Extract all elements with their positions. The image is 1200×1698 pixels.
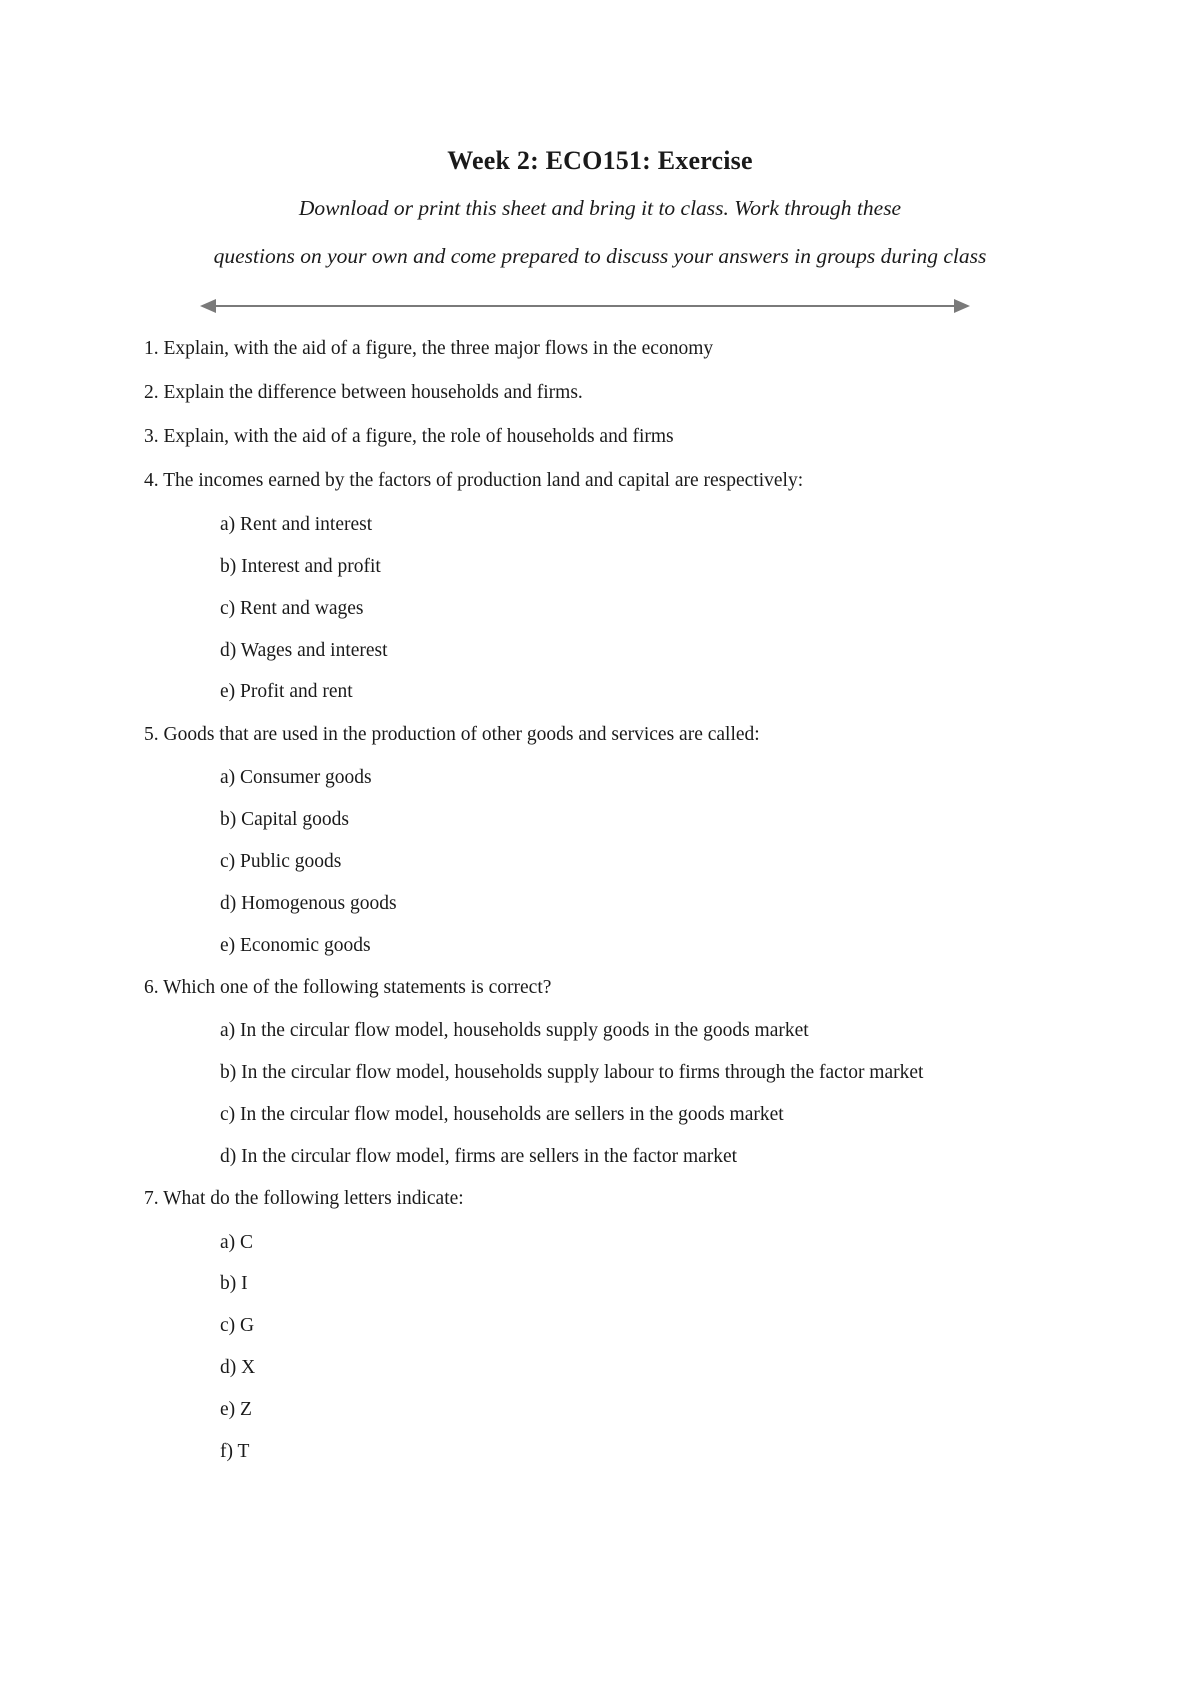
question-6: 6. Which one of the following statements is correct? xyxy=(144,977,552,998)
subtitle-line-2: questions on your own and come prepared to discuss your answers in groups during class xyxy=(213,244,987,268)
question-6-option-d: d) In the circular flow model, firms are sellers in the factor market xyxy=(220,1146,738,1167)
question-6-option-b: b) In the circular flow model, households supply labour to firms through the factor market xyxy=(220,1062,924,1083)
question-4-option-c: c) Rent and wages xyxy=(220,598,364,619)
question-7-option-b: b) I xyxy=(220,1273,248,1294)
question-5-option-d: d) Homogenous goods xyxy=(220,893,397,914)
question-7-option-a: a) C xyxy=(220,1232,254,1253)
question-6-option-c: c) In the circular flow model, households are sellers in the goods market xyxy=(220,1104,784,1125)
question-4-option-e: e) Profit and rent xyxy=(220,681,353,702)
question-5-option-b: b) Capital goods xyxy=(220,809,349,830)
question-5-option-a: a) Consumer goods xyxy=(220,767,372,788)
question-5-option-e: e) Economic goods xyxy=(220,935,371,956)
question-6-option-a: a) In the circular flow model, households supply goods in the goods market xyxy=(220,1020,809,1041)
question-4: 4. The incomes earned by the factors of production land and capital are respectively: xyxy=(144,470,804,491)
question-7-option-f: f) T xyxy=(220,1441,250,1462)
question-5: 5. Goods that are used in the production of other goods and services are called: xyxy=(144,724,760,745)
subtitle-line-1: Download or print this sheet and bring it to class. Work through these xyxy=(298,196,902,220)
question-7: 7. What do the following letters indicate: xyxy=(144,1188,464,1209)
question-5-option-c: c) Public goods xyxy=(220,851,342,872)
question-1: 1. Explain, with the aid of a figure, the three major flows in the economy xyxy=(144,338,714,359)
question-3: 3. Explain, with the aid of a figure, the role of households and firms xyxy=(144,426,674,447)
double-arrow-divider xyxy=(200,296,970,316)
question-4-option-a: a) Rent and interest xyxy=(220,514,373,535)
question-7-option-e: e) Z xyxy=(220,1399,252,1420)
question-2: 2. Explain the difference between households and firms. xyxy=(144,382,583,403)
question-7-option-c: c) G xyxy=(220,1315,255,1336)
question-4-option-d: d) Wages and interest xyxy=(220,640,388,661)
question-4-option-b: b) Interest and profit xyxy=(220,556,381,577)
page-title: Week 2: ECO151: Exercise xyxy=(447,146,753,175)
question-7-option-d: d) X xyxy=(220,1357,256,1378)
